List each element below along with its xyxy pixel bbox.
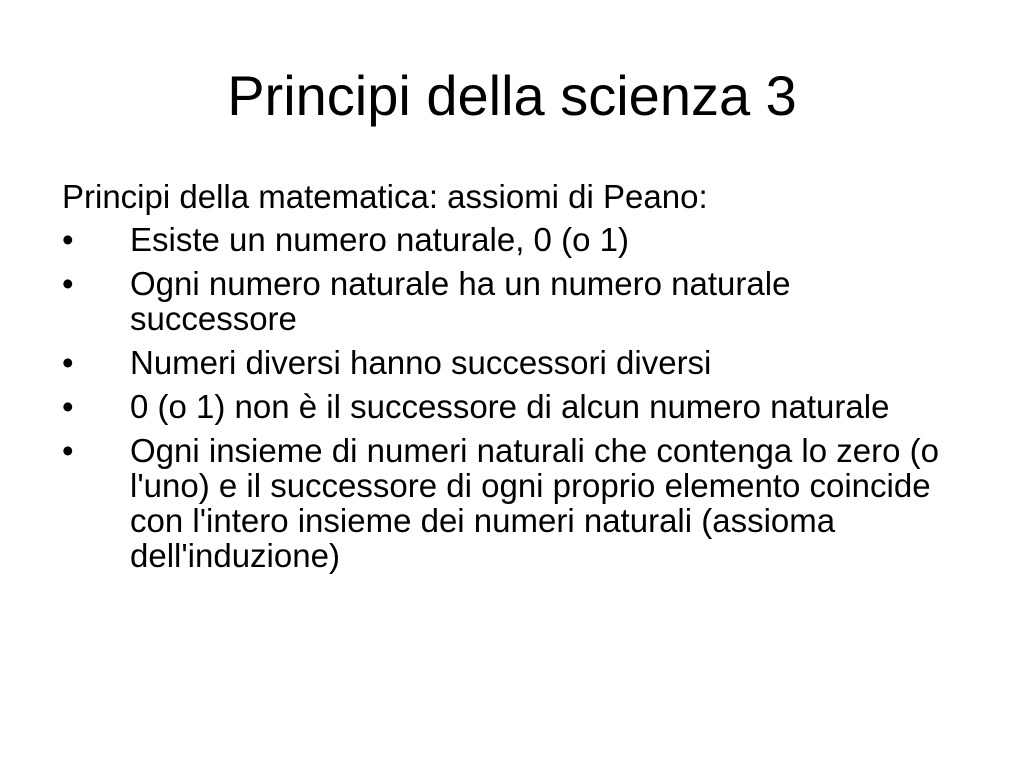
list-item bbox=[62, 345, 962, 380]
axiom-list bbox=[62, 222, 962, 573]
list-item bbox=[62, 433, 962, 573]
slide-title: Principi della scienza 3 bbox=[227, 64, 797, 127]
bullet-icon: • bbox=[62, 221, 74, 258]
bullet-text: Ogni numero naturale ha un numero naturale successore bbox=[130, 265, 791, 337]
list-item bbox=[62, 266, 962, 336]
bullet-text: Esiste un numero naturale, 0 (o 1) bbox=[130, 221, 629, 258]
list-item bbox=[62, 222, 962, 257]
slide-body bbox=[62, 178, 962, 582]
bullet-icon: • bbox=[62, 388, 74, 425]
bullet-text: Ogni insieme di numeri naturali che contenga lo zero (o l'uno) e il successore di ogni proprio elemento coincide con l'intero insieme dei numeri naturali (assioma dell'induzione) bbox=[130, 432, 939, 574]
bullet-icon: • bbox=[62, 432, 74, 469]
list-item bbox=[62, 389, 962, 424]
bullet-icon: • bbox=[62, 344, 74, 381]
intro-text: Principi della matematica: assiomi di Peano: bbox=[62, 178, 708, 215]
bullet-text: 0 (o 1) non è il successore di alcun numero naturale bbox=[130, 388, 890, 425]
bullet-icon: • bbox=[62, 265, 74, 302]
bullet-text: Numeri diversi hanno successori diversi bbox=[130, 344, 712, 381]
